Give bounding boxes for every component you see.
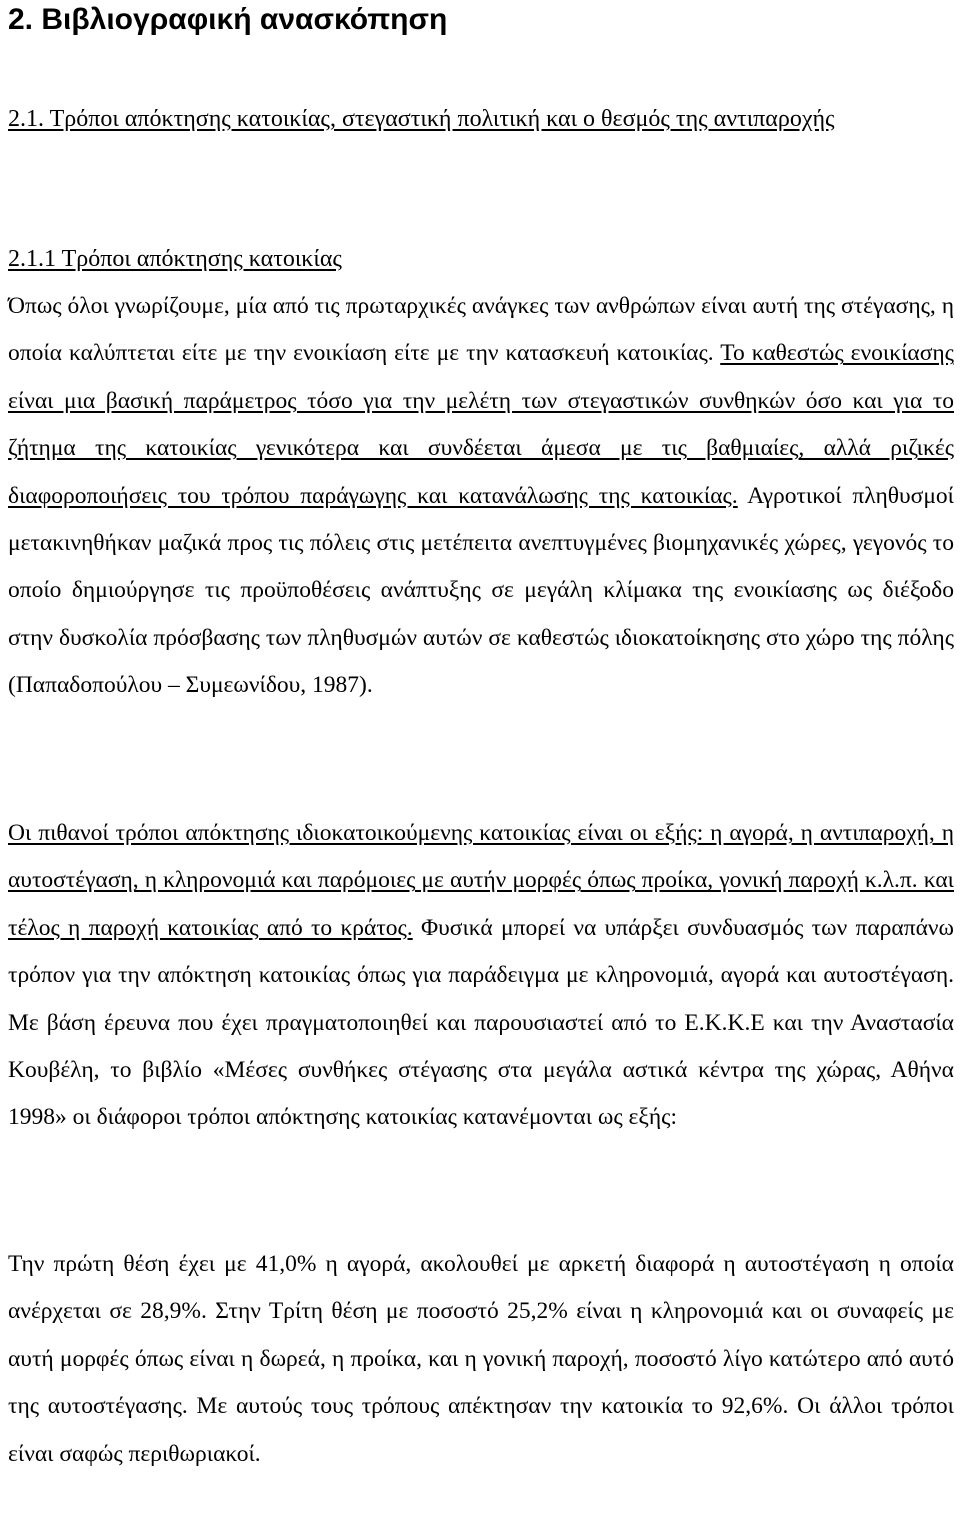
document-page — [8, 0, 955, 1467]
subsection-title-text: 2.1.1 Τρόποι απόκτησης κατοικίας — [8, 246, 342, 272]
section-title-text: 2.1. Τρόποι απόκτησης κατοικίας, στεγαστική πολιτική και ο θεσμός της αντιπαροχής — [8, 106, 835, 132]
section-title — [8, 96, 954, 142]
subsection-title — [8, 236, 342, 282]
paragraph-2-rest: Φυσικά μπορεί να υπάρξει συνδυασμός των παραπάνω τρόπον για την απόκτηση κατοικίας όπως για παράδειγμα με κληρονομιά, αγορά και αυτοστέγαση. Με βάση έρευνα που έχει πραγματοποιηθεί και παρουσιαστεί από το Ε.Κ.Κ.Ε και την Αναστασία Κουβέλη, το βιβλίο «Μέσες συνθήκες στέγασης στα μεγάλα αστικά κέντρα της χώρας, Αθήνα 1998» οι διάφοροι τρόποι απόκτησης κατοικίας κατανέμονται ως εξής: — [8, 914, 954, 1131]
paragraph-3-text: Την πρώτη θέση έχει με 41,0% η αγορά, ακολουθεί με αρκετή διαφορά η αυτοστέγαση η οποία ανέρχεται σε 28,9%. Στην Τρίτη θέση με ποσοστό 25,2% είναι η κληρονομιά και οι συναφείς με αυτή μορφές όπως είναι η δωρεά, η προίκα, και η γονική παροχή, ποσοστό λίγο κατώτερο από αυτό της αυτοστέγασης. Με αυτούς τους τρόπους απέκτησαν την κατοικία το 92,6%. Οι άλλοι τρόποι είναι σαφώς περιθωριακοί. — [8, 1251, 954, 1467]
paragraph-1-rest: Αγροτικοί πληθυσμοί μετακινηθήκαν μαζικά προς τις πόλεις στις μετέπειτα ανεπτυγμένες βιομηχανικές χώρες, γεγονός το οποίο δημιούργησε τις προϋποθέσεις ανάπτυξης σε μεγάλη κλίμακα της ενοικίασης ως διέξοδο στην δυσκολία πρόσβασης των πληθυσμών αυτών σε καθεστώς ιδιοκατοίκησης στο χώρο της πόλης (Παπαδοπούλου – Συμεωνίδου, 1987). — [8, 482, 955, 699]
paragraph-2 — [8, 810, 954, 1142]
paragraph-2-underlined: Οι πιθανοί τρόποι απόκτησης ιδιοκατοικούμενης κατοικίας είναι οι εξής: η αγορά, η αντιπαροχή, η αυτοστέγαση, η κληρονομιά και παρόμοιες με αυτήν μορφές όπως προίκα, γονική παροχή κ.λ.π. και τέλος η παροχή κατοικίας από το κράτος. — [8, 820, 954, 941]
paragraph-1 — [8, 283, 954, 710]
paragraph-1-underlined: Το καθεστώς ενοικίασης είναι μια βασική παράμετρος τόσο για την μελέτη των στεγαστικών συνθηκών όσο και για το ζήτημα της κατοικίας γενικότερα και συνδέεται άμεσα με τις βαθμιαίες, αλλά ριζικές διαφοροποιήσεις του τρόπου παράγωγης και κατανάλωσης της κατοικίας. — [8, 340, 954, 509]
paragraph-1-intro: Όπως όλοι γνωρίζουμε, μία από τις πρωταρχικές ανάγκες των ανθρώπων είναι αυτή της στέγασης, η οποία καλύπτεται είτε με την ενοικίαση είτε με την κατασκευή κατοικίας. — [8, 293, 954, 367]
paragraph-3 — [8, 1241, 954, 1478]
chapter-title: 2. Βιβλιογραφική ανασκόπηση — [8, 3, 448, 36]
